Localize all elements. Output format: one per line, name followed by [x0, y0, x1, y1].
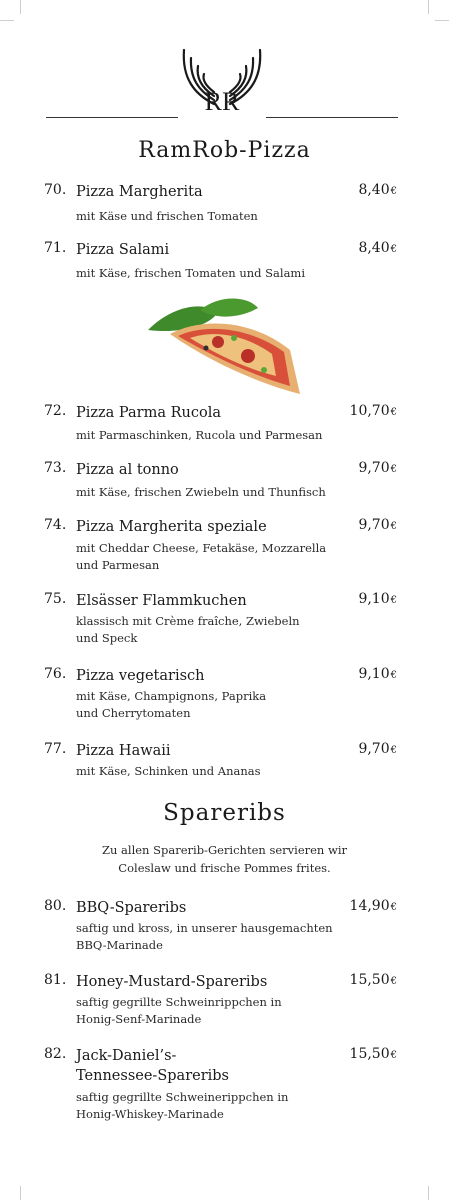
item-description: mit Parmaschinken, Rucola und Parmesan: [76, 428, 323, 442]
item-description: und Parmesan: [76, 558, 160, 572]
logo-monogram: RR: [204, 87, 240, 116]
currency-symbol: €: [390, 464, 397, 475]
item-description: mit Käse, Champignons, Paprika: [76, 689, 267, 703]
currency-symbol: €: [390, 976, 397, 987]
item-number: 82.: [44, 1046, 67, 1062]
section-intro: Coleslaw und frische Pommes frites.: [118, 861, 331, 875]
item-description: saftig und kross, in unserer hausgemachten: [76, 921, 333, 935]
crop-mark: [0, 20, 14, 21]
item-price: 15,50€: [349, 1046, 397, 1062]
item-number: 73.: [44, 460, 67, 476]
item-price: 9,10€: [358, 666, 397, 682]
item-name: Pizza Parma Rucola: [76, 405, 221, 421]
item-price: 9,70€: [358, 517, 397, 533]
item-description: saftig gegrillte Schweinerippchen in: [76, 1090, 289, 1104]
item-name: Pizza vegetarisch: [76, 668, 205, 684]
salami-topping: [241, 349, 255, 363]
crop-mark: [20, 0, 21, 14]
item-description: mit Käse, Schinken und Ananas: [76, 764, 261, 778]
section-title-pizza: RamRob-Pizza: [138, 138, 311, 163]
item-price: 14,90€: [349, 898, 397, 914]
header-rule-right: [266, 117, 398, 118]
item-name-continued: Tennessee-Spareribs: [76, 1068, 229, 1084]
currency-symbol: €: [390, 745, 397, 756]
item-number: 80.: [44, 898, 67, 914]
currency-symbol: €: [390, 1050, 397, 1061]
currency-symbol: €: [390, 595, 397, 606]
basil-leaf: [200, 299, 258, 317]
pepper-topping: [261, 367, 267, 373]
item-price: 9,10€: [358, 591, 397, 607]
item-name: Elsässer Flammkuchen: [76, 593, 247, 609]
item-description: und Speck: [76, 631, 138, 645]
item-price: 9,70€: [358, 741, 397, 757]
crop-mark: [20, 1186, 21, 1200]
header-rule-left: [46, 117, 178, 118]
item-price: 9,70€: [358, 460, 397, 476]
item-price: 8,40€: [358, 240, 397, 256]
currency-symbol: €: [390, 670, 397, 681]
header-logo: [0, 44, 449, 124]
item-number: 77.: [44, 741, 67, 757]
pepper-topping: [231, 335, 237, 341]
item-description: BBQ-Marinade: [76, 938, 163, 952]
item-number: 81.: [44, 972, 67, 988]
winged-logo-icon: [174, 44, 270, 116]
currency-symbol: €: [390, 902, 397, 913]
currency-symbol: €: [390, 244, 397, 255]
item-description: mit Käse, frischen Zwiebeln und Thunfisch: [76, 485, 326, 499]
item-description: und Cherrytomaten: [76, 706, 191, 720]
section-title-spareribs: Spareribs: [163, 800, 286, 826]
item-description: mit Käse und frischen Tomaten: [76, 209, 258, 223]
item-description: Honig-Senf-Marinade: [76, 1012, 202, 1026]
item-name: BBQ-Spareribs: [76, 900, 187, 916]
item-description: saftig gegrillte Schweinrippchen in: [76, 995, 282, 1009]
crop-mark: [435, 20, 449, 21]
item-number: 71.: [44, 240, 67, 256]
item-description: klassisch mit Crème fraîche, Zwiebeln: [76, 614, 300, 628]
item-number: 75.: [44, 591, 67, 607]
item-number: 74.: [44, 517, 67, 533]
item-name: Pizza Margherita speziale: [76, 519, 267, 535]
item-price: 8,40€: [358, 182, 397, 198]
item-name: Pizza Hawaii: [76, 743, 171, 759]
item-name: Honey-Mustard-Spareribs: [76, 974, 268, 990]
item-name: Pizza al tonno: [76, 462, 179, 478]
item-number: 72.: [44, 403, 67, 419]
pizza-slice-image: [140, 290, 310, 400]
crop-mark: [428, 1186, 429, 1200]
section-intro: Zu allen Sparerib-Gerichten servieren wir: [101, 843, 348, 857]
item-name: Pizza Margherita: [76, 184, 203, 200]
currency-symbol: €: [390, 521, 397, 532]
item-description: Honig-Whiskey-Marinade: [76, 1107, 224, 1121]
item-name: Jack-Daniel’s-: [76, 1048, 177, 1064]
item-price: 10,70€: [349, 403, 397, 419]
item-price: 15,50€: [349, 972, 397, 988]
currency-symbol: €: [390, 186, 397, 197]
olive-topping: [204, 346, 209, 351]
item-name: Pizza Salami: [76, 242, 170, 258]
salami-topping: [212, 336, 224, 348]
item-number: 76.: [44, 666, 67, 682]
item-description: mit Cheddar Cheese, Fetakäse, Mozzarella: [76, 541, 327, 555]
item-number: 70.: [44, 182, 67, 198]
item-description: mit Käse, frischen Tomaten und Salami: [76, 266, 306, 280]
currency-symbol: €: [390, 407, 397, 418]
crop-mark: [428, 0, 429, 14]
